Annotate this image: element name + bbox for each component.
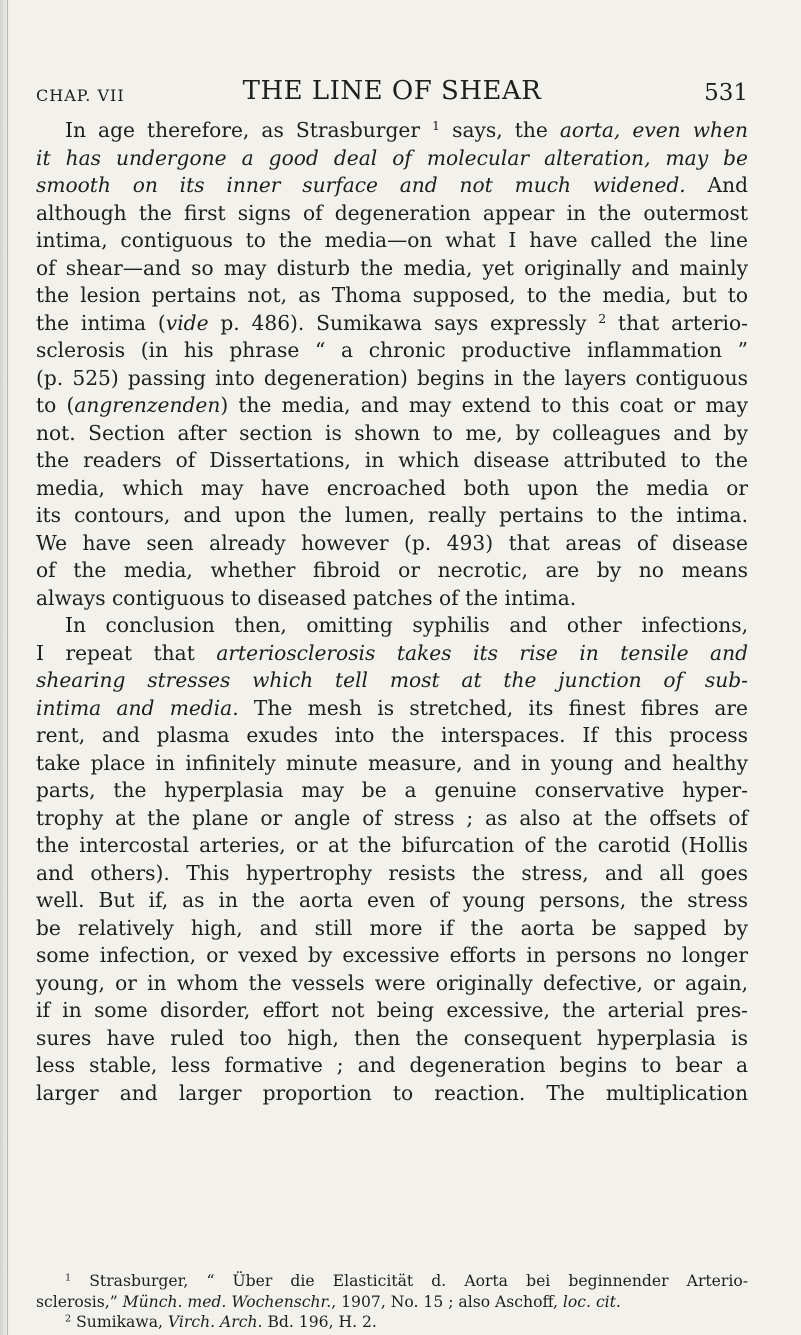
body-line — [36, 695, 748, 723]
text-run: I repeat that — [36, 640, 217, 665]
body-line — [36, 255, 748, 283]
italic-run: smooth on its inner surface and not much widened. — [36, 173, 686, 197]
body-line — [36, 887, 748, 915]
text-run: Sumikawa, — [71, 1313, 168, 1331]
text-run: intima, contiguous to the media—on what I have called the line — [36, 228, 748, 252]
text-run: sclerosis (in his phrase “ a chronic productive inflammation ” — [36, 338, 748, 362]
body-line — [36, 722, 748, 750]
text-run: , 1907, No. 15 ; also Aschoff, — [331, 1292, 563, 1311]
footnote-line — [36, 1312, 748, 1333]
body-line — [36, 860, 748, 888]
chapter-label: CHAP. VII — [36, 86, 125, 105]
body-line — [36, 1052, 748, 1080]
text-run: the lesion pertains not, as Thoma supposed, to the media, but to — [36, 283, 748, 307]
body-line — [36, 612, 748, 640]
text-run: if in some disorder, effort not being excessive, the arterial pres- — [36, 998, 748, 1022]
body-line — [36, 172, 748, 200]
text-run: Bd. 196, H. 2. — [262, 1313, 377, 1331]
italic-run: aorta, even when — [559, 118, 748, 142]
running-title: THE LINE OF SHEAR — [242, 76, 542, 106]
body-line — [36, 970, 748, 998]
body-line — [36, 420, 748, 448]
binding-edge — [7, 0, 8, 1335]
text-run: trophy at the plane or angle of stress ; as also at the offsets of — [36, 805, 748, 830]
text-run: The mesh is stretched, its finest fibres are — [238, 695, 748, 720]
text-run: always contiguous to diseased patches of the intima. — [36, 585, 577, 610]
body-line — [36, 805, 748, 833]
italic-run: vide — [165, 310, 209, 335]
body-text — [36, 117, 748, 1107]
text-run: that arterio- — [606, 310, 748, 335]
footnote-line — [36, 1271, 748, 1292]
text-run: be relatively high, and still more if the aorta be sapped by — [36, 915, 748, 940]
body-line — [36, 667, 748, 695]
text-run: young, or in whom the vessels were originally defective, or again, — [36, 970, 748, 995]
text-run: and others). This hypertrophy resists the stress, and all goes — [36, 860, 748, 885]
text-run: parts, the hyperplasia may be a genuine conservative hyper- — [36, 778, 748, 802]
body-line — [36, 117, 748, 145]
text-run: In age therefore, as Strasburger — [65, 118, 433, 142]
italic-run: it has undergone a good deal of molecular alteration, may be — [36, 145, 748, 170]
text-run: its contours, and upon the lumen, really pertains to the intima. — [36, 503, 748, 527]
body-line — [36, 282, 748, 310]
footnote-marker: 2 — [598, 310, 607, 326]
body-line — [36, 145, 748, 173]
text-run: not. Section after section is shown to me, by colleagues and by — [36, 420, 748, 445]
body-line — [36, 200, 748, 228]
body-line — [36, 447, 748, 475]
running-head — [36, 76, 748, 110]
body-line — [36, 1025, 748, 1053]
text-run: some infection, or vexed by excessive efforts in persons no longer — [36, 943, 748, 967]
italic-run: intima and media. — [36, 695, 239, 720]
body-line — [36, 227, 748, 255]
text-run: of the media, whether fibroid or necrotic, are by no means — [36, 558, 748, 582]
text-run: And — [685, 173, 749, 197]
text-run: to ( — [36, 393, 75, 417]
text-run: sures have ruled too high, then the consequent hyperplasia is — [36, 1025, 748, 1050]
italic-run: loc. cit. — [562, 1292, 621, 1311]
italic-run: shearing stresses which tell most at the junction of sub- — [36, 668, 748, 692]
body-line — [36, 310, 748, 338]
body-line — [36, 557, 748, 585]
body-line — [36, 502, 748, 530]
footnote-line — [36, 1292, 748, 1313]
text-run: of shear—and so may disturb the media, yet originally and mainly — [36, 255, 748, 280]
body-line — [36, 392, 748, 420]
italic-run: arteriosclerosis takes its rise in tensile and — [216, 640, 748, 665]
body-line — [36, 585, 748, 613]
body-line — [36, 1080, 748, 1108]
text-run: well. But if, as in the aorta even of young persons, the stress — [36, 888, 748, 912]
text-run: the readers of Dissertations, in which disease attributed to the — [36, 448, 748, 472]
body-line — [36, 640, 748, 668]
text-run: Strasburger, “ Über die Elasticität d. Aorta bei beginnender Arterio- — [71, 1272, 748, 1290]
text-run: media, which may have encroached both upon the media or — [36, 475, 748, 500]
italic-run: Virch. Arch. — [167, 1313, 263, 1331]
text-run: says, the — [440, 118, 560, 142]
footnote-marker: 2 — [65, 1313, 72, 1325]
body-line — [36, 942, 748, 970]
body-line — [36, 530, 748, 558]
body-line — [36, 337, 748, 365]
body-line — [36, 365, 748, 393]
body-line — [36, 915, 748, 943]
italic-run: Münch. med. Wochenschr. — [122, 1292, 332, 1311]
body-line — [36, 832, 748, 860]
text-run: ) the media, and may extend to this coat or may — [220, 393, 748, 417]
body-line — [36, 750, 748, 778]
footnote-marker: 1 — [65, 1272, 72, 1284]
body-line — [36, 777, 748, 805]
text-run: We have seen already however (p. 493) that areas of disease — [36, 530, 748, 555]
text-run: the intercostal arteries, or at the bifurcation of the carotid (Hollis — [36, 833, 748, 857]
body-line — [36, 475, 748, 503]
page-gutter-shadow — [0, 0, 10, 1335]
body-line — [36, 997, 748, 1025]
text-run: rent, and plasma exudes into the interspaces. If this process — [36, 723, 748, 747]
page-number: 531 — [704, 80, 748, 106]
text-run: (p. 525) passing into degeneration) begins in the layers contiguous — [36, 365, 748, 390]
text-run: larger and larger proportion to reaction. The multiplication — [36, 1080, 748, 1105]
text-run: the intima ( — [36, 310, 166, 335]
text-run: although the first signs of degeneration appear in the outermost — [36, 200, 748, 225]
text-run: sclerosis,” — [36, 1292, 123, 1311]
footnotes — [36, 1271, 748, 1333]
footnote-marker: 1 — [432, 118, 441, 134]
text-run: take place in infinitely minute measure, and in young and healthy — [36, 750, 748, 775]
text-run: In conclusion then, omitting syphilis and other infections, — [65, 613, 748, 637]
italic-run: angrenzenden — [74, 393, 221, 417]
text-run: p. 486). Sumikawa says expressly — [208, 310, 599, 335]
text-run: less stable, less formative ; and degeneration begins to bear a — [36, 1053, 748, 1077]
